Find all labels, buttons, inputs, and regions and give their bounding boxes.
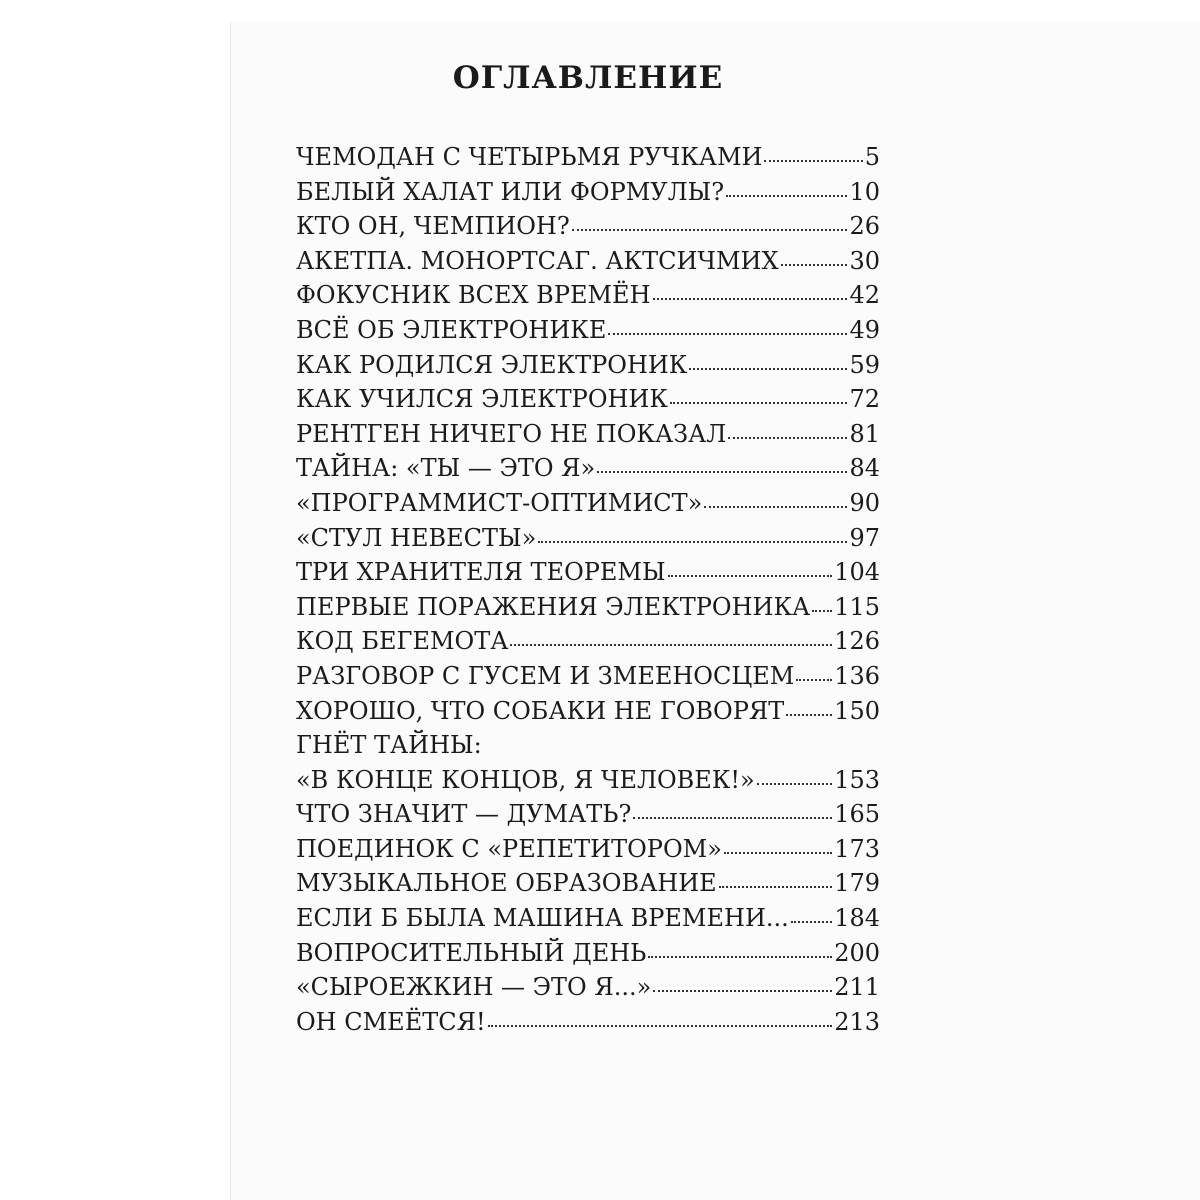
toc-dot-leader — [488, 1010, 833, 1030]
toc-entry — [296, 763, 880, 798]
toc-entry — [296, 970, 880, 1005]
toc-entry-label: КАК УЧИЛСЯ ЭЛЕКТРОНИК — [296, 385, 668, 414]
toc-entry — [296, 797, 880, 832]
toc-dot-leader — [670, 387, 848, 407]
toc-entry — [296, 209, 880, 244]
toc-dot-leader — [781, 249, 848, 269]
toc-page-number: 42 — [849, 281, 880, 310]
toc-entry — [296, 382, 880, 417]
toc-page-number: 26 — [849, 212, 880, 241]
toc-entry — [296, 624, 880, 659]
toc-dot-leader — [510, 629, 832, 649]
toc-entry-label: ЕСЛИ Б БЫЛА МАШИНА ВРЕМЕНИ... — [296, 904, 789, 933]
toc-entry — [296, 555, 880, 590]
toc-page-number: 211 — [834, 973, 880, 1002]
toc-entry-label: ТРИ ХРАНИТЕЛЯ ТЕОРЕМЫ — [296, 558, 666, 587]
toc-page-number: 59 — [849, 350, 880, 379]
toc-entry — [296, 728, 880, 763]
toc-entry-label: МУЗЫКАЛЬНОЕ ОБРАЗОВАНИЕ — [296, 869, 717, 898]
toc-entry — [296, 832, 880, 867]
toc-dot-leader — [648, 941, 832, 961]
toc-dot-leader — [633, 802, 832, 822]
toc-entry-label: ЧТО ЗНАЧИТ — ДУМАТЬ? — [296, 800, 632, 829]
toc-entry-label: КАК РОДИЛСЯ ЭЛЕКТРОНИК — [296, 350, 688, 379]
toc-entry-label: ВОПРОСИТЕЛЬНЫЙ ДЕНЬ — [296, 938, 647, 967]
toc-entry-label: ПОЕДИНОК С «РЕПЕТИТОРОМ» — [296, 834, 722, 863]
toc-entry-label: ФОКУСНИК ВСЕХ ВРЕМЁН — [296, 281, 651, 310]
toc-entry-label: ПЕРВЫЕ ПОРАЖЕНИЯ ЭЛЕКТРОНИКА — [296, 592, 811, 621]
toc-dot-leader — [668, 560, 833, 580]
toc-dot-leader — [597, 456, 847, 476]
toc-entry-label: БЕЛЫЙ ХАЛАТ ИЛИ ФОРМУЛЫ? — [296, 177, 725, 206]
toc-page-number: 200 — [834, 938, 880, 967]
toc-dot-leader — [653, 283, 848, 303]
toc-entry-label: «ПРОГРАММИСТ-ОПТИМИСТ» — [296, 488, 703, 517]
toc-dot-leader — [719, 871, 833, 891]
toc-page-number: 136 — [834, 661, 880, 690]
toc-entry — [296, 521, 880, 556]
toc-page-number: 84 — [849, 454, 880, 483]
toc-dot-leader — [764, 145, 862, 165]
toc-entry-label: ОН СМЕЁТСЯ! — [296, 1007, 486, 1036]
toc-page-number: 10 — [849, 177, 880, 206]
toc-page-number: 30 — [849, 246, 880, 275]
toc-page-number: 126 — [834, 627, 880, 656]
toc-page-number: 173 — [834, 834, 880, 863]
toc-entry-label: КОД БЕГЕМОТА — [296, 627, 509, 656]
toc-page-number: 90 — [849, 488, 880, 517]
toc-entry — [296, 244, 880, 279]
toc-entry-label: КТО ОН, ЧЕМПИОН? — [296, 212, 570, 241]
toc-dot-leader — [724, 837, 832, 857]
toc-dot-leader — [812, 595, 832, 615]
toc-dot-leader — [608, 318, 847, 338]
table-of-contents — [296, 56, 880, 1039]
toc-entry — [296, 348, 880, 383]
toc-entry — [296, 901, 880, 936]
toc-entry — [296, 451, 880, 486]
toc-page-number: 213 — [834, 1007, 880, 1036]
toc-page-number: 5 — [864, 143, 880, 171]
toc-entry-label: ГНЁТ ТАЙНЫ: — [296, 731, 482, 760]
toc-page-number: 115 — [834, 592, 880, 621]
toc-entry-label: ХОРОШО, ЧТО СОБАКИ НЕ ГОВОРЯТ — [296, 696, 785, 725]
toc-entry-label: ВСЁ ОБ ЭЛЕКТРОНИКЕ — [296, 315, 607, 344]
toc-entry — [296, 590, 880, 625]
toc-entry — [296, 694, 880, 729]
toc-entry — [296, 486, 880, 521]
toc-dot-leader — [791, 906, 832, 926]
toc-entry — [296, 659, 880, 694]
toc-entry — [296, 866, 880, 901]
toc-page-number: 165 — [834, 800, 880, 829]
toc-dot-leader — [704, 491, 847, 511]
toc-page-number: 179 — [834, 869, 880, 898]
toc-entry-label: ЧЕМОДАН С ЧЕТЫРЬМЯ РУЧКАМИ — [296, 143, 763, 171]
toc-dot-leader — [786, 699, 832, 719]
toc-dot-leader — [757, 768, 832, 788]
toc-page-number: 153 — [834, 765, 880, 794]
toc-entry-label: РАЗГОВОР С ГУСЕМ И ЗМЕЕНОСЦЕМ — [296, 661, 795, 690]
toc-dot-leader — [726, 180, 847, 200]
toc-dot-leader — [572, 214, 848, 234]
toc-title: ОГЛАВЛЕНИЕ — [452, 60, 724, 96]
toc-entry-label: АКЕТПА. МОНОРТСАГ. АКТСИЧМИХ — [296, 246, 779, 275]
toc-entry — [296, 936, 880, 971]
toc-entry-label: ТАЙНА: «ТЫ — ЭТО Я» — [296, 454, 596, 483]
toc-dot-leader — [653, 975, 832, 995]
toc-dot-leader — [689, 353, 847, 373]
toc-entry — [296, 1005, 880, 1040]
toc-page-number: 104 — [834, 558, 880, 587]
toc-page-number: 184 — [834, 904, 880, 933]
toc-entry-label: «В КОНЦЕ КОНЦОВ, Я ЧЕЛОВЕК!» — [296, 765, 755, 794]
toc-entry-label: «СЫРОЕЖКИН — ЭТО Я...» — [296, 973, 652, 1002]
toc-page-number: 72 — [849, 385, 880, 414]
toc-list — [296, 140, 880, 1039]
toc-page-number: 150 — [834, 696, 880, 725]
toc-page-number: 81 — [849, 419, 880, 448]
toc-entry — [296, 313, 880, 348]
toc-entry-label: РЕНТГЕН НИЧЕГО НЕ ПОКАЗАЛ — [296, 419, 727, 448]
toc-dot-leader — [538, 526, 847, 546]
toc-entry-label: «СТУЛ НЕВЕСТЫ» — [296, 523, 537, 552]
toc-dot-leader — [796, 664, 832, 684]
toc-entry — [296, 140, 880, 175]
toc-dot-leader — [728, 422, 847, 442]
toc-page-number: 49 — [849, 315, 880, 344]
toc-entry — [296, 175, 880, 210]
toc-page-number: 97 — [849, 523, 880, 552]
toc-entry — [296, 417, 880, 452]
toc-entry — [296, 278, 880, 313]
